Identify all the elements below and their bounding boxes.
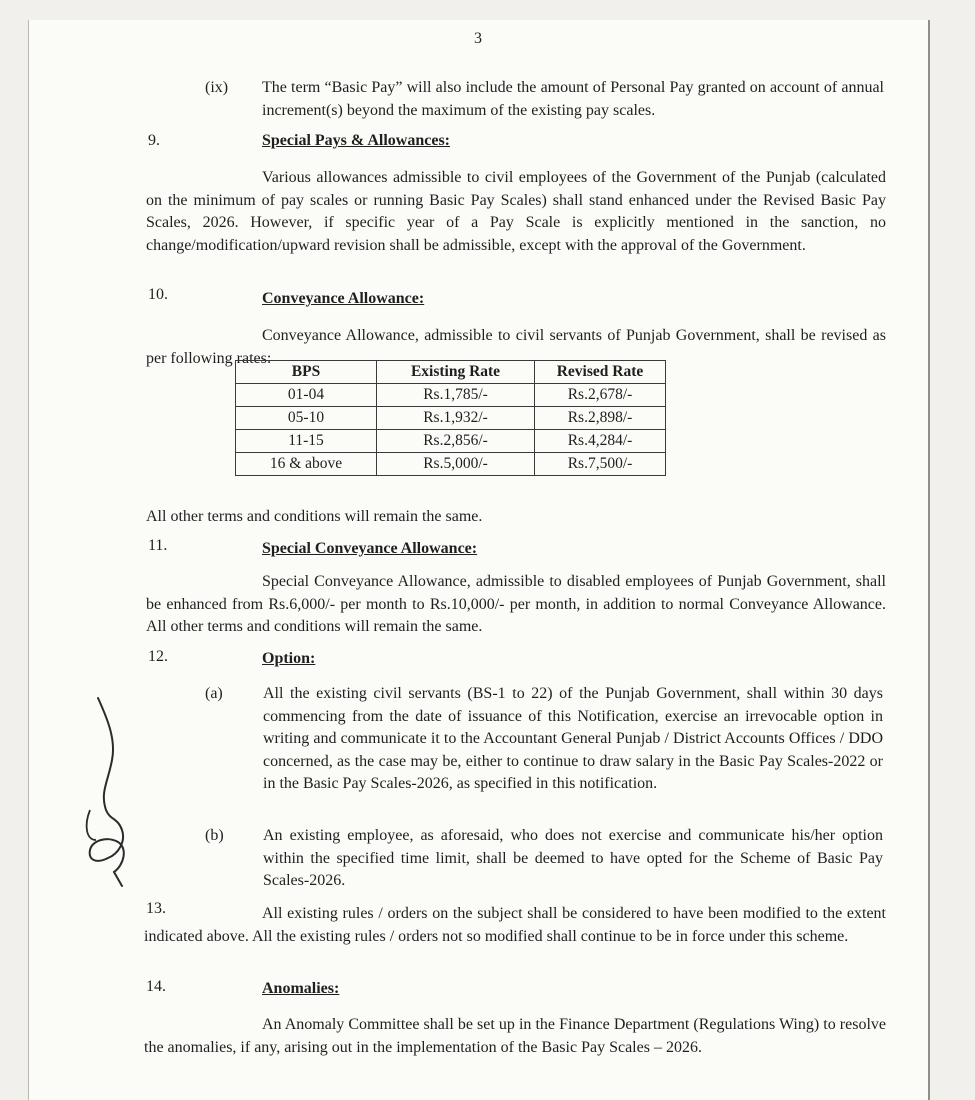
- table-cell: 01-04: [236, 384, 377, 407]
- section-14-number: 14.: [146, 978, 166, 995]
- table-cell: Rs.4,284/-: [535, 430, 666, 453]
- table-cell: Rs.1,932/-: [377, 407, 535, 430]
- table-header-cell: Existing Rate: [377, 361, 535, 384]
- table-cell: Rs.2,898/-: [535, 407, 666, 430]
- option-b-label: (b): [205, 827, 224, 844]
- option-b-text: An existing employee, as aforesaid, who does not exercise and communicate his/her option within the specified time limit, shall be deemed to have opted for the Scheme of Basic Pay Scales-2026.: [263, 827, 883, 889]
- section-10-body: Conveyance Allowance, admissible to civil servants of Punjab Government, shall be revised as per following rates:: [146, 327, 886, 367]
- page-number: 3: [474, 30, 482, 47]
- table-header-cell: BPS: [236, 361, 377, 384]
- table-cell: 11-15: [236, 430, 377, 453]
- table-cell: 05-10: [236, 407, 377, 430]
- section-9-heading: Special Pays & Allowances:: [262, 132, 450, 149]
- table-cell: Rs.1,785/-: [377, 384, 535, 407]
- handwritten-signature-icon: [78, 690, 138, 900]
- option-a-label: (a): [205, 685, 223, 702]
- section-11-number: 11.: [148, 537, 168, 554]
- table-row: [236, 407, 666, 430]
- table-header-row: [236, 361, 666, 384]
- section-10-footer: All other terms and conditions will remain the same.: [146, 508, 483, 525]
- table-row: [236, 430, 666, 453]
- table-header-cell: Revised Rate: [535, 361, 666, 384]
- section-11-heading: Special Conveyance Allowance:: [262, 540, 478, 557]
- section-9-number: 9.: [148, 132, 160, 149]
- table-cell: Rs.5,000/-: [377, 453, 535, 476]
- conveyance-rates-table: [235, 360, 666, 476]
- table-row: [236, 453, 666, 476]
- table-cell: Rs.7,500/-: [535, 453, 666, 476]
- table-row: [236, 384, 666, 407]
- table-cell: Rs.2,678/-: [535, 384, 666, 407]
- section-13-body: All existing rules / orders on the subject shall be considered to have been modified to the extent indicated above. All the existing rules / orders not so modified shall continue to be in force under this scheme.: [144, 905, 886, 945]
- option-a-text: All the existing civil servants (BS-1 to 22) of the Punjab Government, shall within 30 days commencing from the date of issuance of this Notification, exercise an irrevocable option in writing and communicate it to the Accountant General Punjab / District Accounts Offices / DDO concerned, as the case may be, either to continue to draw salary in the Basic Pay Scales-2022 or in the Basic Pay Scales-2026, as specified in this notification.: [263, 685, 883, 792]
- item-ix-label: (ix): [205, 79, 229, 96]
- section-11-body: Special Conveyance Allowance, admissible to disabled employees of Punjab Government, shall be enhanced from Rs.6,000/- per month to Rs.10,000/- per month, in addition to normal Conveyance Allowance. All other terms and conditions will remain the same.: [146, 573, 886, 635]
- section-14-body: An Anomaly Committee shall be set up in the Finance Department (Regulations Wing) to resolve the anomalies, if any, arising out in the implementation of the Basic Pay Scales – 2026.: [144, 1016, 886, 1056]
- section-10-number: 10.: [148, 286, 168, 303]
- section-14-heading: Anomalies:: [262, 980, 340, 997]
- section-9-body: Various allowances admissible to civil employees of the Government of the Punjab (calculated on the minimum of pay scales or running Basic Pay Scales) shall stand enhanced under the Revised Basic Pay Scales, 2026. However, if specific year of a Pay Scale is explicitly mentioned in the sanction, no change/modification/upward revision shall be admissible, except with the approval of the Government.: [146, 169, 886, 254]
- table-cell: 16 & above: [236, 453, 377, 476]
- section-12-number: 12.: [148, 648, 168, 665]
- item-ix-text: The term “Basic Pay” will also include the amount of Personal Pay granted on account of annual increment(s) beyond the maximum of the existing pay scales.: [262, 79, 884, 119]
- section-10-heading: Conveyance Allowance:: [262, 290, 425, 307]
- section-12-heading: Option:: [262, 650, 316, 667]
- section-13-number: 13.: [146, 900, 166, 917]
- table-cell: Rs.2,856/-: [377, 430, 535, 453]
